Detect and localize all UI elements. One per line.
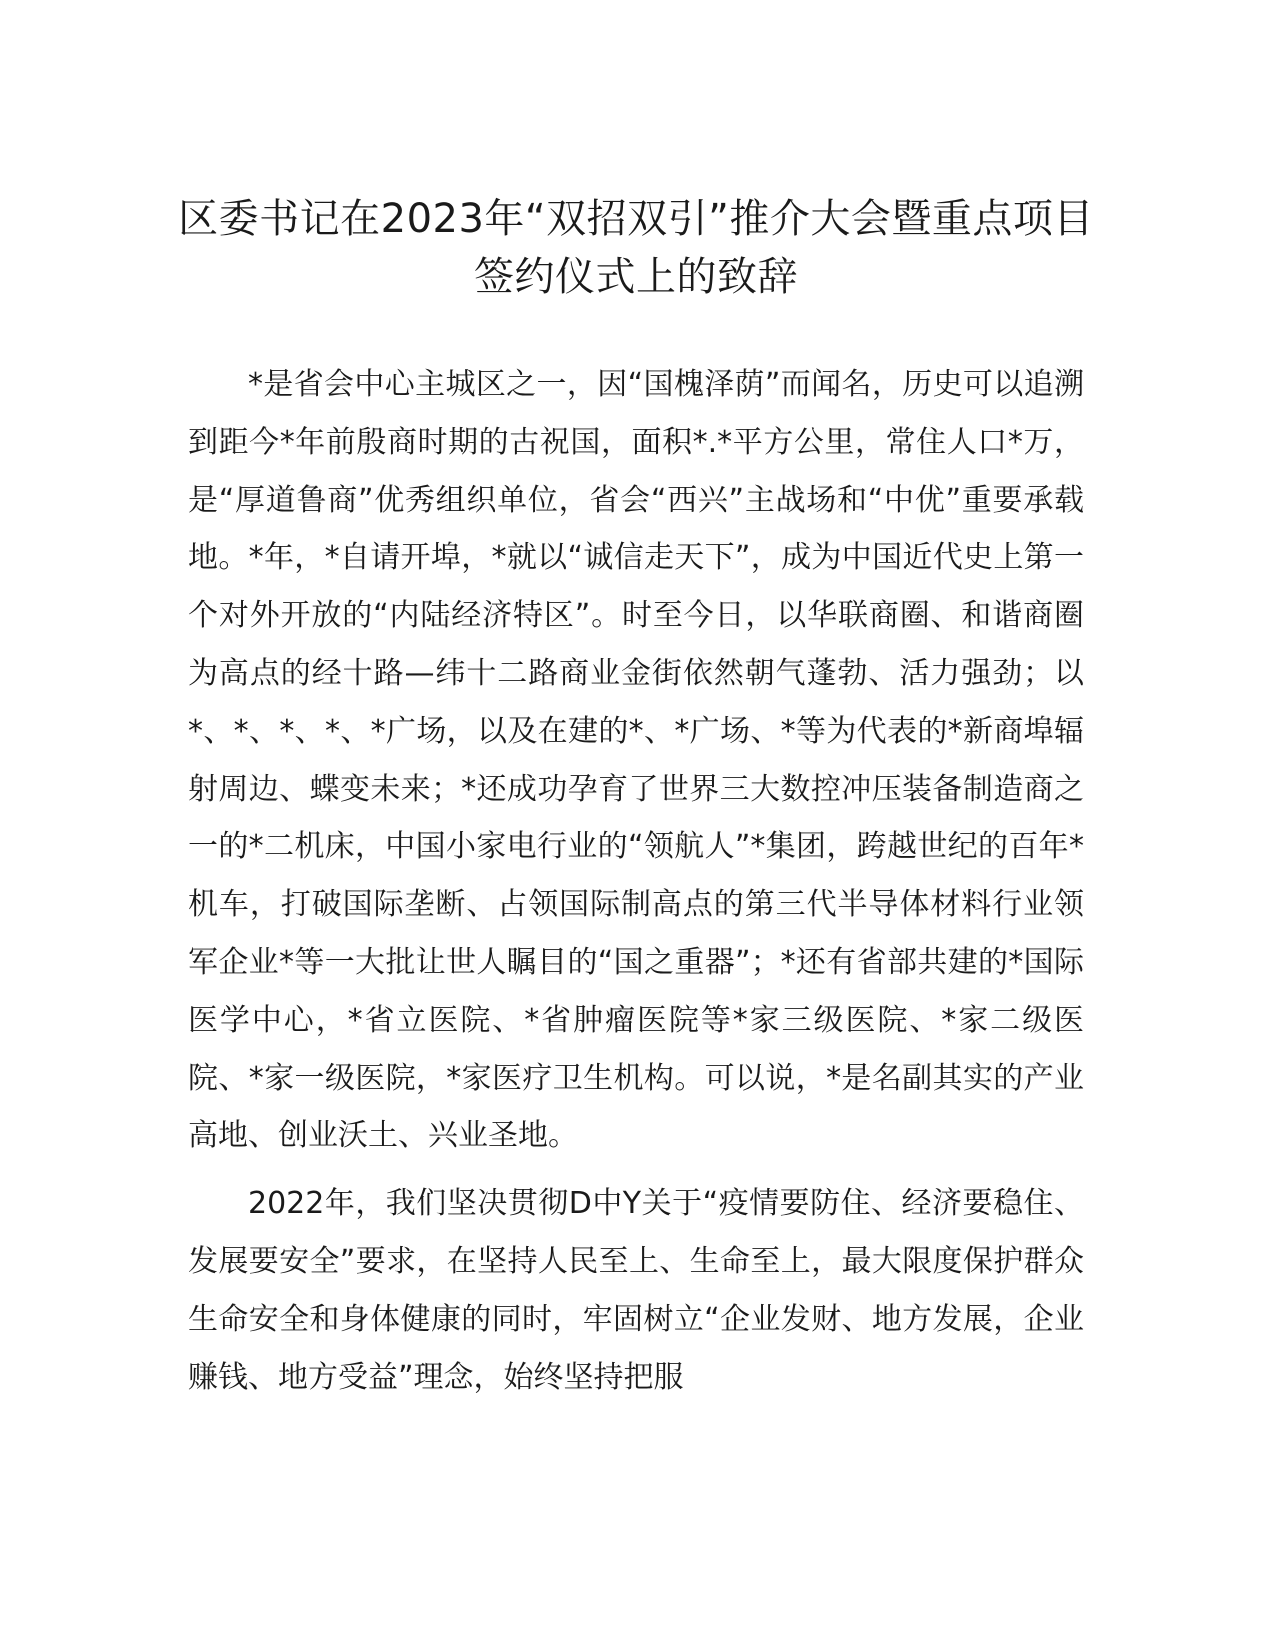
document-page <box>178 0 1094 1650</box>
paragraph-1: *是省会中心主城区之一，因“国槐泽荫”而闻名，历史可以追溯到距今*年前殷商时期的古祝国，面积*.*平方公里，常住人口*万，是“厚道鲁商”优秀组织单位，省会“西兴”主战场和“中优”重要承载地。*年，*自请开埠，*就以“诚信走天下”，成为中国近代史上第一个对外开放的“内陆经济特区”。时至今日，以华联商圈、和谐商圈为高点的经十路—纬十二路商业金街依然朝气蓬勃、活力强劲；以*、*、*、*、*广场，以及在建的*、*广场、*等为代表的*新商埠辐射周边、蝶变未来；*还成功孕育了世界三大数控冲压装备制造商之一的*二机床，中国小家电行业的“领航人”*集团，跨越世纪的百年*机车，打破国际垄断、占领国际制高点的第三代半导体材料行业领军企业*等一大批让世人瞩目的“国之重器”；*还有省部共建的*国际医学中心，*省立医院、*省肿瘤医院等*家三级医院、*家二级医院、*家一级医院，*家医疗卫生机构。可以说，*是名副其实的产业高地、创业沃土、兴业圣地。 <box>188 367 1084 1154</box>
document-title: 区委书记在2023年“双招双引”推介大会暨重点项目签约仪式上的致辞 <box>178 196 1094 300</box>
document-body <box>188 356 1084 1416</box>
paragraph-2: 2022年，我们坚决贯彻D中Y关于“疫情要防住、经济要稳住、发展要安全”要求，在坚持人民至上、生命至上，最大限度保护群众生命安全和身体健康的同时，牢固树立“企业发财、地方发展，企业赚钱、地方受益”理念，始终坚持把服 <box>188 1186 1084 1395</box>
